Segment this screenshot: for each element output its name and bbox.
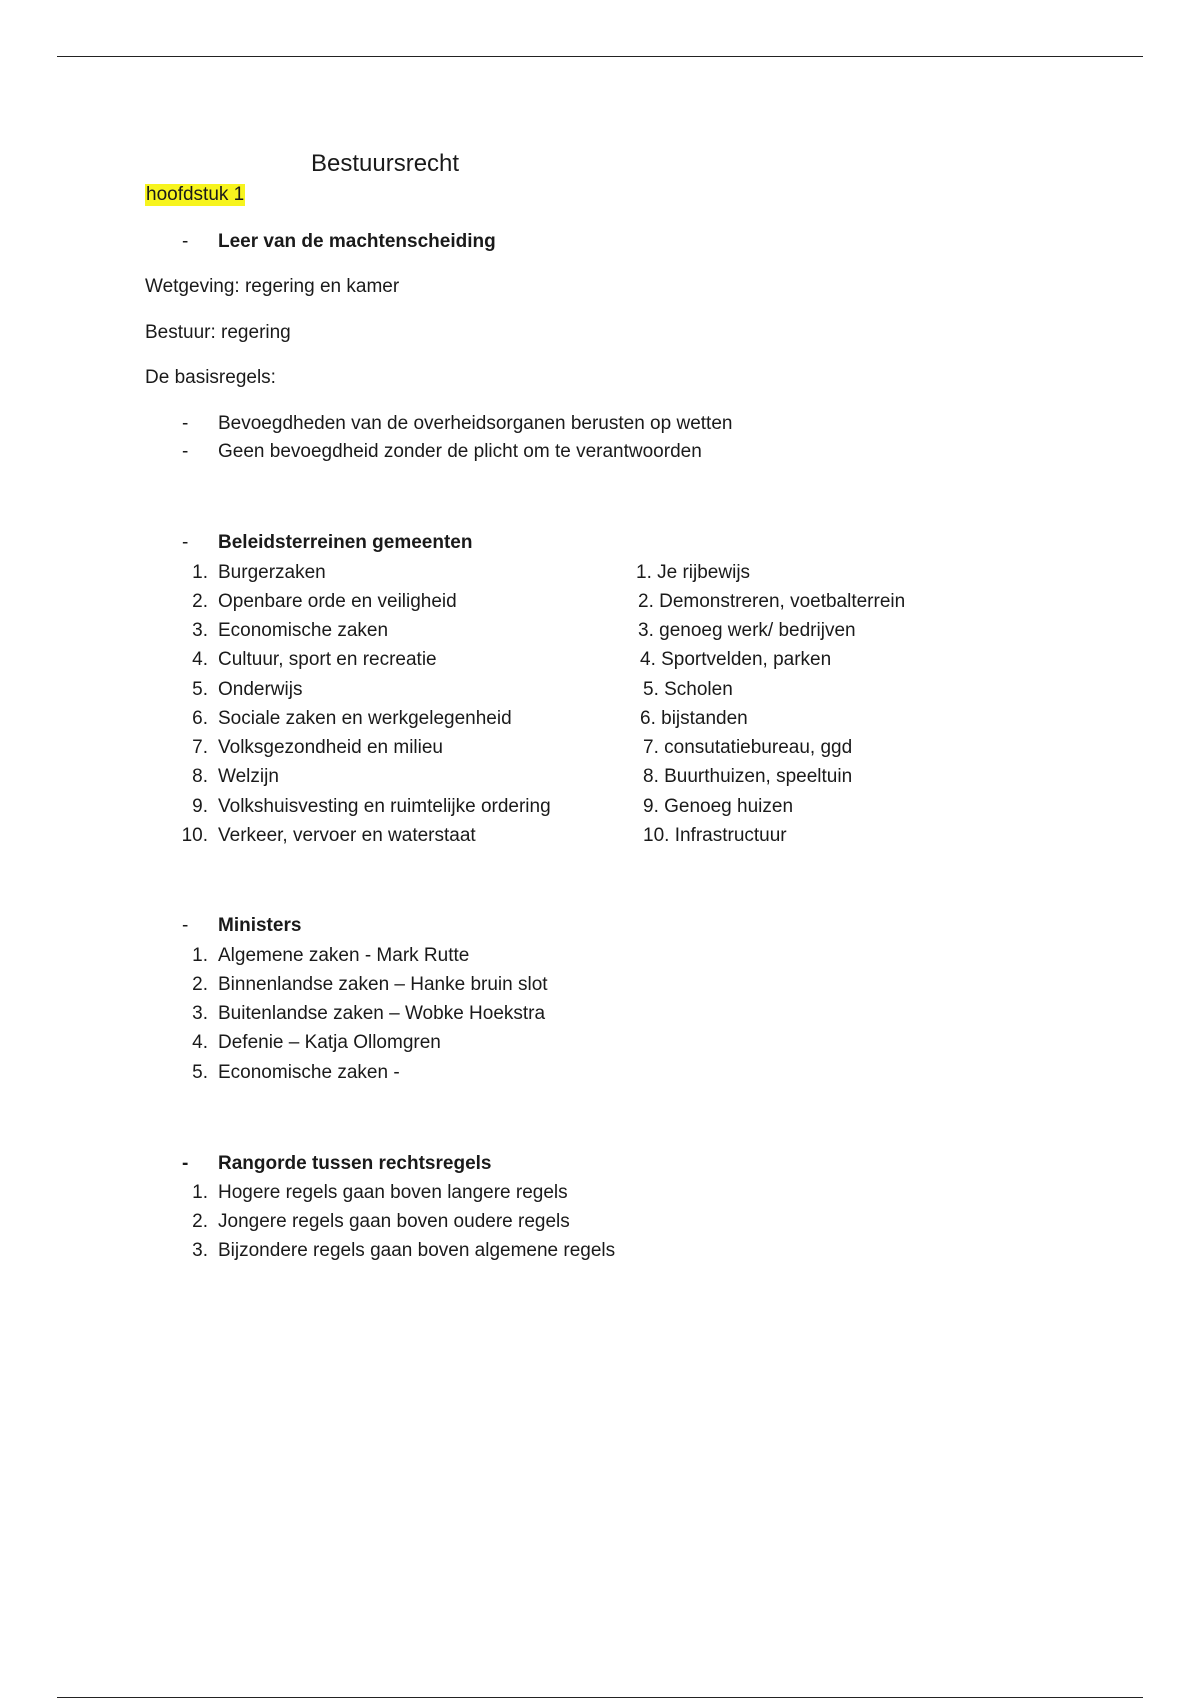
list-text: Volksgezondheid en milieu (218, 737, 443, 758)
list-text: Welzijn (218, 766, 279, 787)
list-number: 3. (192, 1240, 208, 1261)
bullet-item: Bevoegdheden van de overheidsorganen berusten op wetten (218, 413, 733, 434)
bullet-item: Geen bevoegdheid zonder de plicht om te verantwoorden (218, 441, 702, 462)
list-text: Openbare orde en veiligheid (218, 591, 457, 612)
bullet-dash: - (182, 413, 189, 434)
section-heading: Rangorde tussen rechtsregels (218, 1153, 492, 1174)
document-title: Bestuursrecht (311, 150, 460, 177)
list-number: 5. (192, 1062, 208, 1083)
list-number: 4. (192, 1032, 208, 1053)
list-number: 9. (192, 796, 208, 817)
list-number: 2. (192, 1211, 208, 1232)
list-text: Algemene zaken - Mark Rutte (218, 945, 470, 966)
list-text: Verkeer, vervoer en waterstaat (218, 825, 476, 846)
list-example: 6. bijstanden (640, 708, 748, 729)
list-number: 5. (192, 679, 208, 700)
bullet-dash: - (182, 1153, 189, 1174)
footer-rule (57, 1697, 1143, 1698)
bullet-dash: - (182, 532, 189, 553)
chapter-label: hoofdstuk 1 (146, 184, 245, 205)
list-text: Volkshuisvesting en ruimtelijke ordering (218, 796, 551, 817)
list-number: 7. (192, 737, 208, 758)
list-number: 6. (192, 708, 208, 729)
list-text: Cultuur, sport en recreatie (218, 649, 437, 670)
bullet-dash: - (182, 441, 189, 462)
list-text: Bijzondere regels gaan boven algemene regels (218, 1240, 616, 1261)
list-example: 4. Sportvelden, parken (640, 649, 832, 670)
paragraph: De basisregels: (145, 367, 276, 388)
list-text: Binnenlandse zaken – Hanke bruin slot (218, 974, 548, 995)
bullet-dash: - (182, 915, 189, 936)
list-text: Economische zaken (218, 620, 389, 641)
list-text: Economische zaken - (218, 1062, 400, 1083)
list-number: 2. (192, 591, 208, 612)
list-number: 1. (192, 1182, 208, 1203)
list-example: 2. Demonstreren, voetbalterrein (638, 591, 906, 612)
list-number: 4. (192, 649, 208, 670)
header-rule (57, 56, 1143, 57)
paragraph: Wetgeving: regering en kamer (145, 276, 400, 297)
section-heading: Beleidsterreinen gemeenten (218, 532, 473, 553)
list-number: 10. (181, 825, 208, 846)
list-number: 1. (192, 945, 208, 966)
list-example: 1. Je rijbewijs (636, 562, 751, 583)
list-number: 3. (192, 1003, 208, 1024)
list-number: 8. (192, 766, 208, 787)
list-example: 7. consutatiebureau, ggd (643, 737, 853, 758)
list-text: Onderwijs (218, 679, 303, 700)
list-example: 9. Genoeg huizen (643, 796, 794, 817)
list-text: Sociale zaken en werkgelegenheid (218, 708, 512, 729)
list-text: Burgerzaken (218, 562, 326, 583)
list-example: 5. Scholen (643, 679, 733, 700)
list-number: 1. (192, 562, 208, 583)
list-text: Jongere regels gaan boven oudere regels (218, 1211, 570, 1232)
list-number: 3. (192, 620, 208, 641)
section-heading: Ministers (218, 915, 302, 936)
list-text: Hogere regels gaan boven langere regels (218, 1182, 568, 1203)
list-example: 10. Infrastructuur (643, 825, 787, 846)
list-example: 3. genoeg werk/ bedrijven (638, 620, 856, 641)
list-number: 2. (192, 974, 208, 995)
list-example: 8. Buurthuizen, speeltuin (643, 766, 853, 787)
bullet-dash: - (182, 231, 189, 252)
section-heading: Leer van de machtenscheiding (218, 231, 496, 252)
paragraph: Bestuur: regering (145, 322, 291, 343)
list-text: Defenie – Katja Ollomgren (218, 1032, 441, 1053)
list-text: Buitenlandse zaken – Wobke Hoekstra (218, 1003, 546, 1024)
